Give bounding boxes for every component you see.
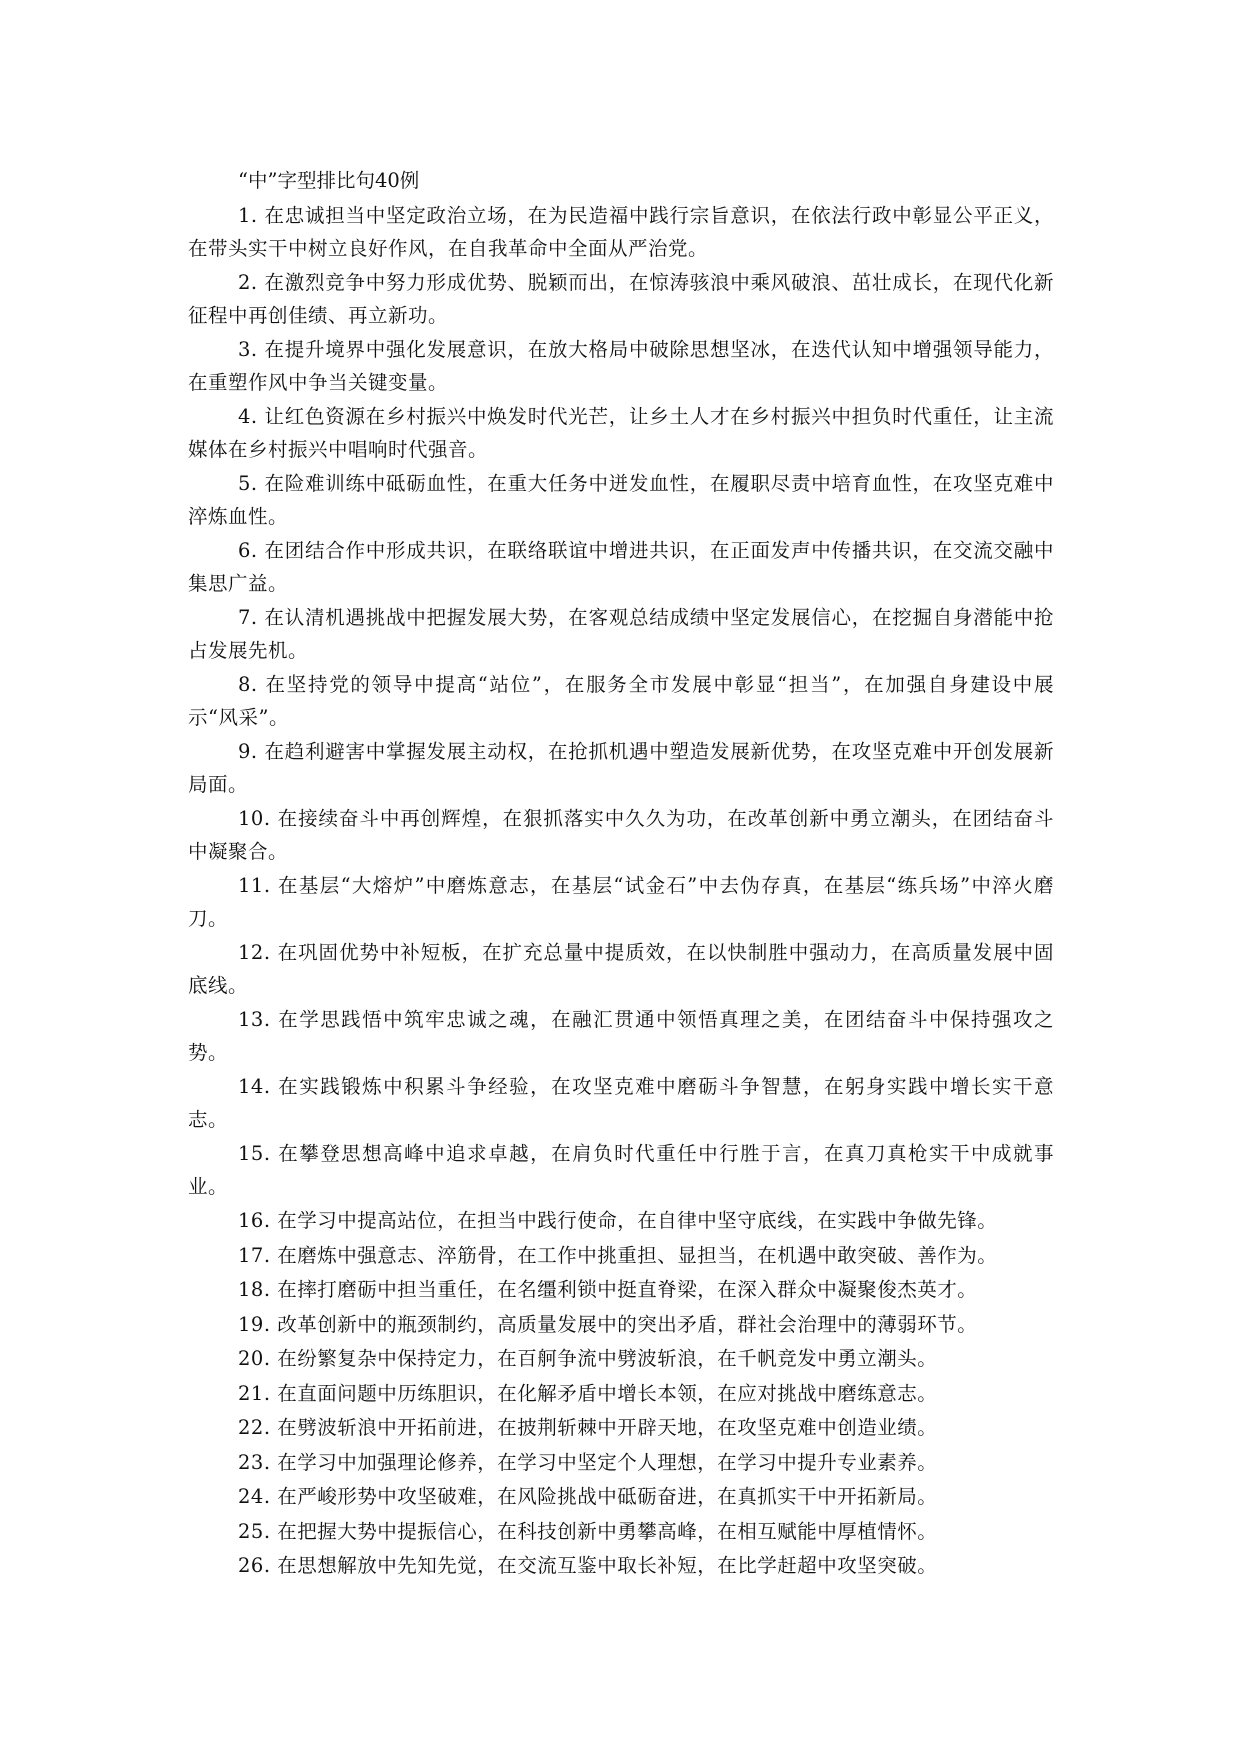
list-item: 15. 在攀登思想高峰中追求卓越，在肩负时代重任中行胜于言，在真刀真枪实干中成就事业。 <box>188 1142 1054 1198</box>
document-title: “中”字型排比句40例 <box>238 169 420 192</box>
list-item: 19. 改革创新中的瓶颈制约，高质量发展中的突出矛盾，群社会治理中的薄弱环节。 <box>238 1312 978 1336</box>
sentence-list <box>188 200 1054 1583</box>
list-item: 21. 在直面问题中历练胆识，在化解矛盾中增长本领，在应对挑战中磨练意志。 <box>238 1381 938 1405</box>
list-item: 26. 在思想解放中先知先觉，在交流互鉴中取长补短，在比学赶超中攻坚突破。 <box>238 1554 938 1577</box>
list-item: 3. 在提升境界中强化发展意识，在放大格局中破除思想坚冰，在迭代认知中增强领导能力，在重塑作风中争当关键变量。 <box>188 338 1054 394</box>
list-item: 16. 在学习中提高站位，在担当中践行使命，在自律中坚守底线，在实践中争做先锋。 <box>238 1209 998 1232</box>
document-page <box>188 166 1054 1585</box>
list-item: 24. 在严峻形势中攻坚破难，在风险挑战中砥砺奋进，在真抓实干中开拓新局。 <box>238 1485 938 1508</box>
list-item: 14. 在实践锻炼中积累斗争经验，在攻坚克难中磨砺斗争智慧，在躬身实践中增长实干意志。 <box>188 1075 1054 1131</box>
list-item: 8. 在坚持党的领导中提高“站位”，在服务全市发展中彰显“担当”，在加强自身建设中展示“风采”。 <box>188 673 1054 729</box>
list-item: 12. 在巩固优势中补短板，在扩充总量中提质效，在以快制胜中强动力，在高质量发展中固底线。 <box>188 941 1054 997</box>
list-item: 18. 在摔打磨砺中担当重任，在名缰利锁中挺直脊梁，在深入群众中凝聚俊杰英才。 <box>238 1278 978 1301</box>
list-item: 20. 在纷繁复杂中保持定力，在百舸争流中劈波斩浪，在千帆竞发中勇立潮头。 <box>238 1347 938 1370</box>
list-item: 13. 在学思践悟中筑牢忠诚之魂，在融汇贯通中领悟真理之美，在团结奋斗中保持强攻之势。 <box>188 1008 1054 1064</box>
list-item: 4. 让红色资源在乡村振兴中焕发时代光芒，让乡土人才在乡村振兴中担负时代重任，让主流媒体在乡村振兴中唱响时代强音。 <box>188 405 1054 461</box>
list-item: 1. 在忠诚担当中坚定政治立场，在为民造福中践行宗旨意识，在依法行政中彰显公平正义，在带头实干中树立良好作风，在自我革命中全面从严治党。 <box>188 204 1054 260</box>
list-item: 9. 在趋利避害中掌握发展主动权，在抢抓机遇中塑造发展新优势，在攻坚克难中开创发展新局面。 <box>188 740 1054 796</box>
list-item: 5. 在险难训练中砥砺血性，在重大任务中迸发血性，在履职尽责中培育血性，在攻坚克难中淬炼血性。 <box>188 472 1054 528</box>
list-item: 22. 在劈波斩浪中开拓前进，在披荆斩棘中开辟天地，在攻坚克难中创造业绩。 <box>238 1416 938 1439</box>
list-item: 17. 在磨炼中强意志、淬筋骨，在工作中挑重担、显担当，在机遇中敢突破、善作为。 <box>238 1243 998 1267</box>
list-item: 25. 在把握大势中提振信心，在科技创新中勇攀高峰，在相互赋能中厚植情怀。 <box>238 1519 938 1543</box>
list-item: 6. 在团结合作中形成共识，在联络联谊中增进共识，在正面发声中传播共识，在交流交融中集思广益。 <box>188 539 1054 595</box>
list-item: 7. 在认清机遇挑战中把握发展大势，在客观总结成绩中坚定发展信心，在挖掘自身潜能中抢占发展先机。 <box>188 606 1054 662</box>
list-item: 10. 在接续奋斗中再创辉煌，在狠抓落实中久久为功，在改革创新中勇立潮头，在团结奋斗中凝聚合。 <box>188 807 1054 863</box>
list-item: 2. 在激烈竞争中努力形成优势、脱颖而出，在惊涛骇浪中乘风破浪、茁壮成长，在现代化新征程中再创佳绩、再立新功。 <box>188 271 1054 327</box>
list-item: 11. 在基层“大熔炉”中磨炼意志，在基层“试金石”中去伪存真，在基层“练兵场”中淬火磨刀。 <box>188 874 1054 930</box>
list-item: 23. 在学习中加强理论修养，在学习中坚定个人理想，在学习中提升专业素养。 <box>238 1450 938 1474</box>
